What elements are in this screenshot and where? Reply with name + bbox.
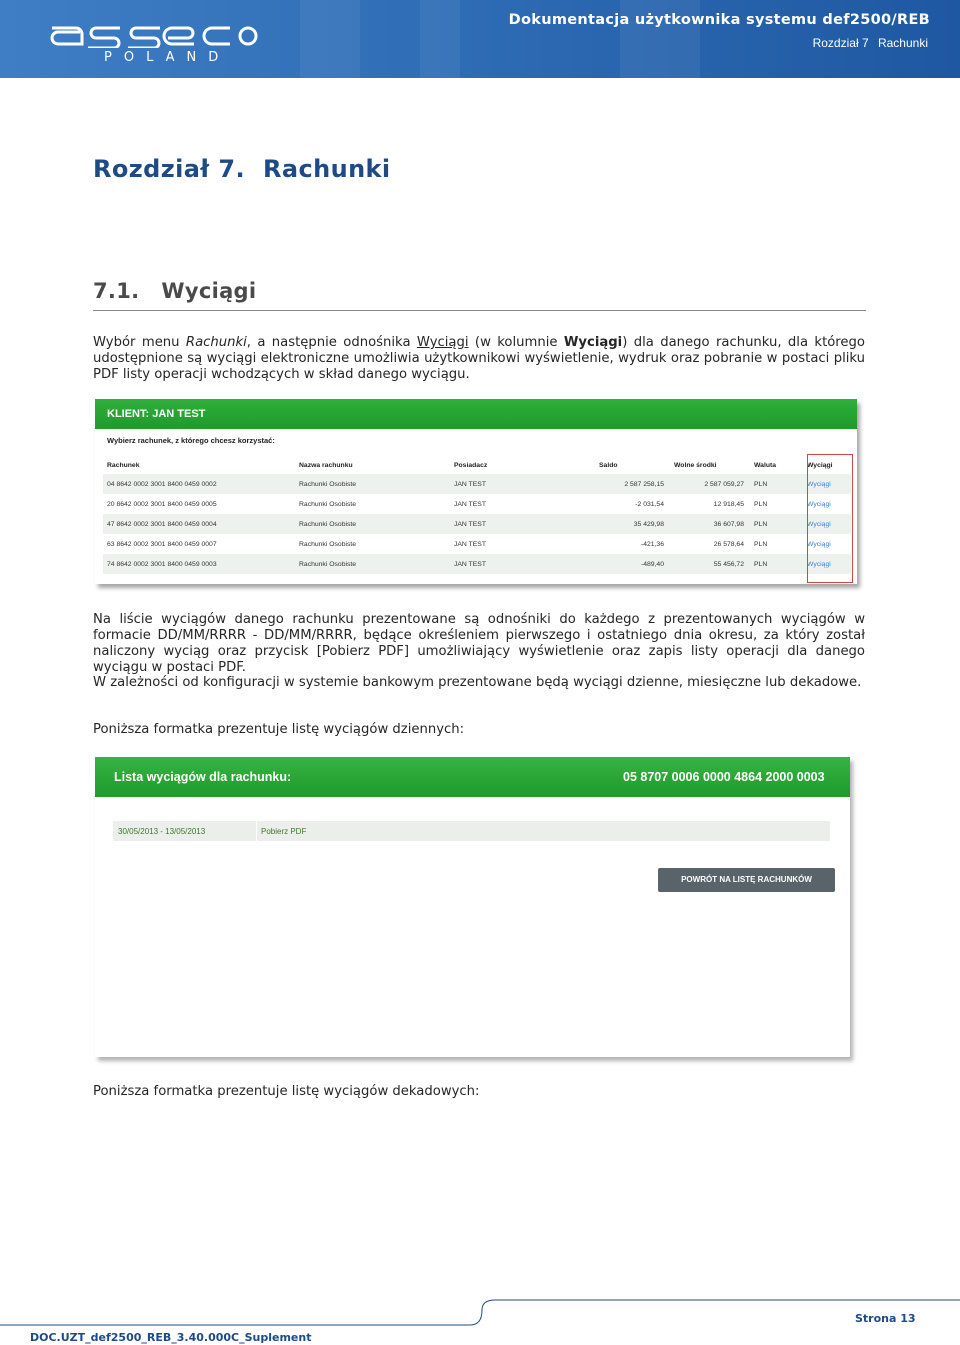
intro-paragraph xyxy=(93,335,865,383)
asseco-logo xyxy=(48,22,260,52)
account-owner: JAN TEST xyxy=(454,540,486,548)
account-number: 63 8642 0002 3001 8400 0459 0007 xyxy=(107,540,217,548)
statements-link[interactable]: Wyciągi xyxy=(807,540,831,548)
banner-mosaic xyxy=(300,0,360,78)
account-number-label: 05 8707 0006 0000 4864 2000 0003 xyxy=(623,770,825,784)
statement-period-link[interactable]: 30/05/2013 - 13/05/2013 xyxy=(118,827,206,836)
account-number: 20 8642 0002 3001 8400 0459 0005 xyxy=(107,500,217,508)
available-funds: 2 587 059,27 xyxy=(670,474,750,494)
statement-row xyxy=(113,821,830,841)
daily-statements-caption: Poniższa formatka prezentuje listę wyciągów dziennych: xyxy=(93,722,465,737)
chapter-heading xyxy=(93,155,391,183)
intro-text: Wybór menu xyxy=(93,335,186,350)
document-title: Dokumentacja użytkownika systemu def2500/REB xyxy=(508,12,930,28)
back-to-accounts-button[interactable]: POWRÓT NA LISTĘ RACHUNKÓW xyxy=(658,868,835,892)
header-banner xyxy=(0,0,960,78)
cell-divider xyxy=(256,821,257,841)
account-owner: JAN TEST xyxy=(454,500,486,508)
currency: PLN xyxy=(750,554,803,574)
currency: PLN xyxy=(750,514,803,534)
rachunki-menu-ref: Rachunki xyxy=(185,335,247,350)
chapter-number: Rozdział 7. xyxy=(93,155,245,183)
statements-list-paragraph: Na liście wyciągów danego rachunku prezentowane są odnośniki do każdego z prezentowanych wyciągów w formacie DD/MM/RRRR - DD/MM/RRRR, będące określeniem pierwszego i ostatniego dnia okresu, za który został naliczony wyciąg oraz przycisk [Pobierz PDF] umożliwiający wyświetlenie oraz zapis listy operacji dla danego wyciągu w postaci PDF. xyxy=(93,612,865,675)
decade-statements-caption: Poniższa formatka prezentuje listę wyciągów dekadowych: xyxy=(93,1084,480,1099)
account-number: 47 8642 0002 3001 8400 0459 0004 xyxy=(103,514,295,534)
accounts-screenshot xyxy=(95,399,857,584)
statements-link[interactable]: Wyciągi xyxy=(807,500,831,508)
available-funds: 55 456,72 xyxy=(670,554,750,574)
statements-list-screenshot xyxy=(95,757,850,1057)
asseco-logo-mark xyxy=(48,22,260,48)
chapter-title: Rachunki xyxy=(263,155,391,183)
intro-text: (w kolumnie xyxy=(468,335,564,350)
statements-link[interactable]: Wyciągi xyxy=(803,474,851,494)
page-number: Strona 13 xyxy=(855,1312,916,1325)
wyciagi-column-ref: Wyciągi xyxy=(563,335,623,350)
statements-column-highlight xyxy=(807,454,853,583)
account-name: Rachunki Osobiste xyxy=(295,514,450,534)
available-funds: 12 918,45 xyxy=(713,500,744,508)
download-pdf-link[interactable]: Pobierz PDF xyxy=(261,827,307,836)
section-divider xyxy=(93,310,866,311)
available-funds: 36 607,98 xyxy=(670,514,750,534)
balance: -2 031,54 xyxy=(635,500,664,508)
logo-subtitle: POLAND xyxy=(104,50,231,65)
account-number: 74 8642 0002 3001 8400 0459 0003 xyxy=(103,554,295,574)
col-header: Waluta xyxy=(754,462,777,469)
statements-link[interactable]: Wyciągi xyxy=(803,514,851,534)
statements-list-bar xyxy=(95,757,850,797)
statements-link[interactable]: Wyciągi xyxy=(803,554,851,574)
account-name: Rachunki Osobiste xyxy=(295,474,450,494)
intro-text: , a następnie odnośnika xyxy=(246,335,417,350)
chapter-reference xyxy=(807,36,928,50)
chapter-ref: Rozdział 7 xyxy=(812,36,869,50)
account-owner: JAN TEST xyxy=(450,474,595,494)
chapter-ref-name: Rachunki xyxy=(877,36,928,50)
client-bar: KLIENT: JAN TEST xyxy=(95,399,857,429)
balance: -489,40 xyxy=(595,554,670,574)
col-header: Rachunek xyxy=(107,462,140,469)
balance: -421,36 xyxy=(640,540,664,548)
available-funds: 26 578,64 xyxy=(713,540,744,548)
balance: 2 587 258,15 xyxy=(595,474,670,494)
balance: 35 429,98 xyxy=(595,514,670,534)
accounts-table xyxy=(103,457,851,574)
account-owner: JAN TEST xyxy=(450,554,595,574)
section-number: 7.1. xyxy=(93,279,140,303)
account-name: Rachunki Osobiste xyxy=(295,554,450,574)
account-owner: JAN TEST xyxy=(450,514,595,534)
col-header: Nazwa rachunku xyxy=(299,462,353,469)
section-title: Wyciągi xyxy=(161,279,257,303)
banner-mosaic xyxy=(420,0,460,78)
table-row xyxy=(103,534,851,554)
choose-account-label: Wybierz rachunek, z którego chcesz korzystać: xyxy=(107,436,275,445)
statements-list-label: Lista wyciągów dla rachunku: xyxy=(114,770,292,784)
col-header: Posiadacz xyxy=(454,462,488,469)
currency: PLN xyxy=(754,500,768,508)
table-row xyxy=(103,514,851,534)
wyciagi-link-ref: Wyciągi xyxy=(416,335,469,350)
currency: PLN xyxy=(754,540,768,548)
table-header-row xyxy=(103,457,851,474)
config-paragraph: W zależności od konfiguracji w systemie bankowym prezentowane będą wyciągi dzienne, miesięczne lub dekadowe. xyxy=(93,675,862,690)
account-name: Rachunki Osobiste xyxy=(299,540,357,548)
account-number: 04 8642 0002 3001 8400 0459 0002 xyxy=(103,474,295,494)
table-row xyxy=(103,474,851,494)
col-header: Saldo xyxy=(599,462,618,469)
account-name: Rachunki Osobiste xyxy=(299,500,357,508)
table-row xyxy=(103,554,851,574)
col-header: Wolne środki xyxy=(674,462,717,469)
col-header: Wyciągi xyxy=(807,462,833,469)
section-heading xyxy=(93,279,256,303)
table-row xyxy=(103,494,851,514)
intro-text: ) dla danego rachunku, dla którego udostępnione są wyciągi elektroniczne umożliwia użytkownikowi wyświetlenie, wydruk oraz pobranie w postaci pliku PDF listy operacji wchodzących w skład danego wyciągu. xyxy=(93,335,865,382)
currency: PLN xyxy=(750,474,803,494)
document-code: DOC.UZT_def2500_REB_3.40.000C_Suplement xyxy=(30,1331,312,1344)
